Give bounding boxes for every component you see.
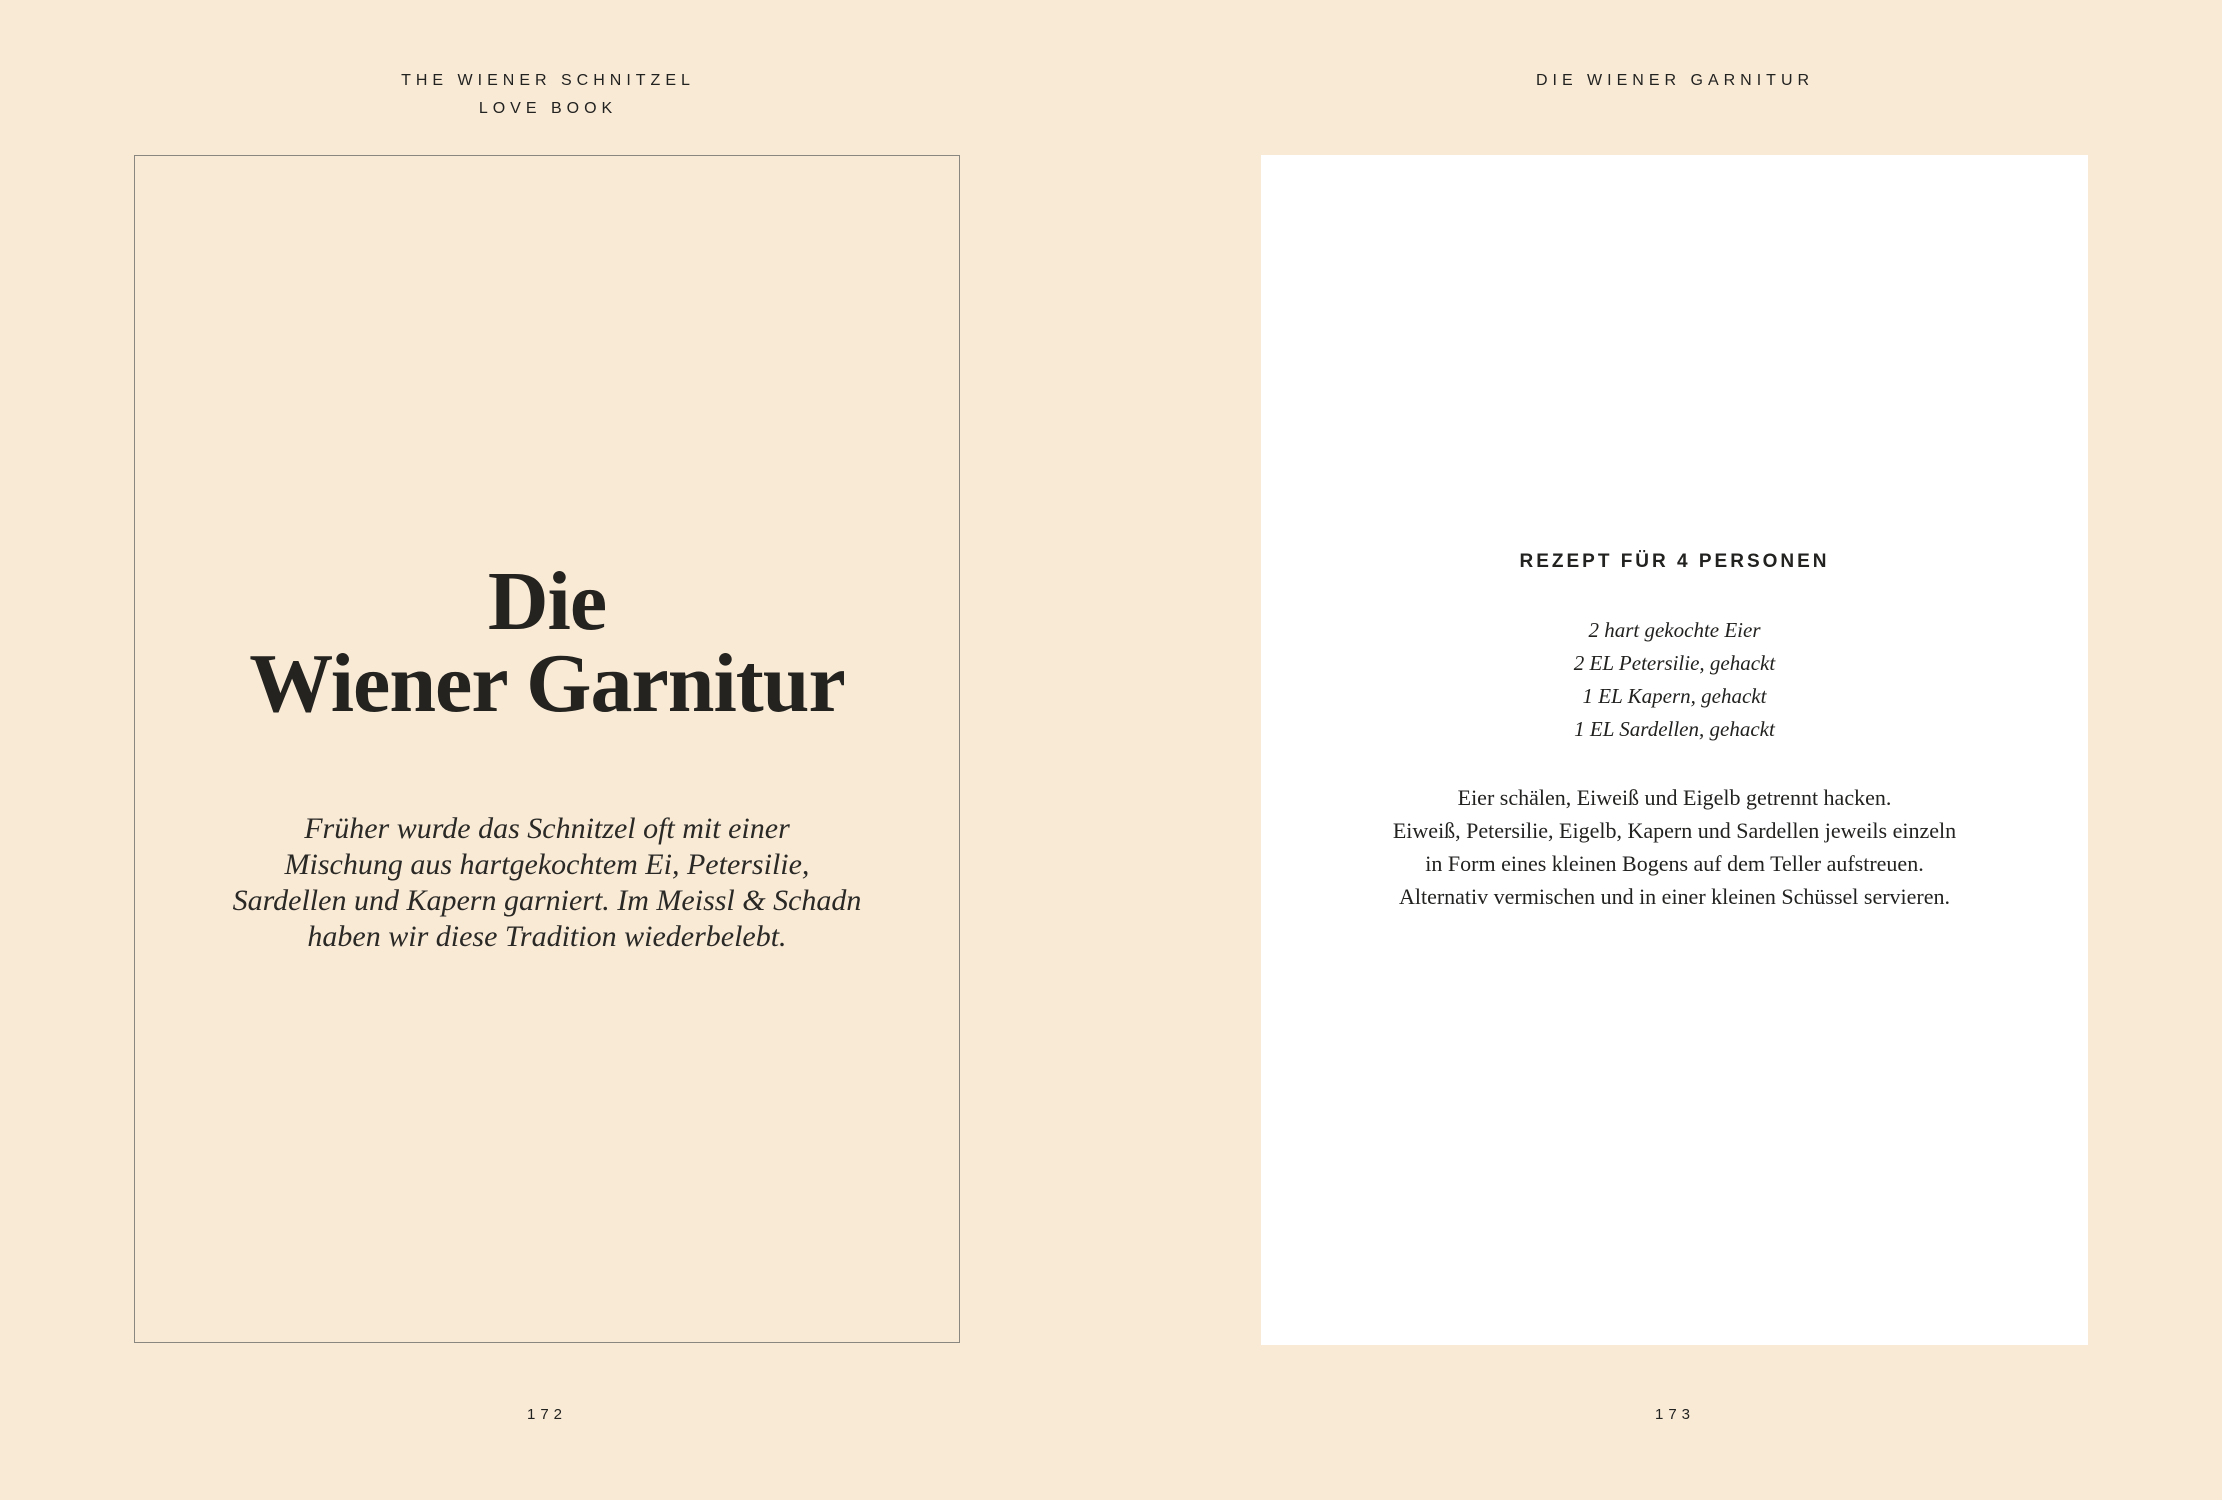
running-head-line: DIE WIENER GARNITUR: [1535, 72, 1815, 89]
method-paragraph: [1261, 781, 2088, 913]
title-line: Die: [487, 555, 607, 648]
method-line: Alternativ vermischen und in einer kleinen Schüssel servieren.: [1398, 884, 1951, 909]
intro-line: Mischung aus hartgekochtem Ei, Petersilie,: [284, 848, 810, 881]
intro-paragraph: [195, 811, 899, 955]
intro-line: Früher wurde das Schnitzel oft mit einer: [304, 812, 790, 845]
ingredient-item: 2 hart gekochte Eier: [1588, 618, 1761, 642]
ingredient-item: 1 EL Kapern, gehackt: [1582, 684, 1767, 708]
running-head-line: LOVE BOOK: [478, 100, 618, 117]
page-title: [135, 555, 959, 730]
ingredient-list: [1261, 614, 2088, 746]
page-number-left: 172: [526, 1406, 568, 1423]
title-line: Wiener Garnitur: [249, 637, 845, 730]
recipe-heading: REZEPT FÜR 4 PERSONEN: [1519, 551, 1830, 572]
intro-line: Sardellen und Kapern garniert. Im Meissl & Schadn: [232, 884, 862, 917]
running-head-line: THE WIENER SCHNITZEL: [401, 72, 695, 89]
running-head-right: [1261, 67, 2089, 95]
method-line: Eier schälen, Eiweiß und Eigelb getrennt hacken.: [1457, 785, 1892, 810]
ingredient-item: 1 EL Sardellen, gehackt: [1574, 717, 1775, 741]
page-number-right: 173: [1654, 1406, 1696, 1423]
running-head-left: [134, 67, 962, 123]
left-page-frame: [134, 155, 960, 1343]
intro-line: haben wir diese Tradition wiederbelebt.: [307, 920, 787, 953]
method-line: in Form eines kleinen Bogens auf dem Teller aufstreuen.: [1425, 851, 1924, 876]
recipe-panel: [1261, 155, 2088, 1345]
method-line: Eiweiß, Petersilie, Eigelb, Kapern und Sardellen jeweils einzeln: [1392, 818, 1957, 843]
ingredient-item: 2 EL Petersilie, gehackt: [1573, 651, 1776, 675]
